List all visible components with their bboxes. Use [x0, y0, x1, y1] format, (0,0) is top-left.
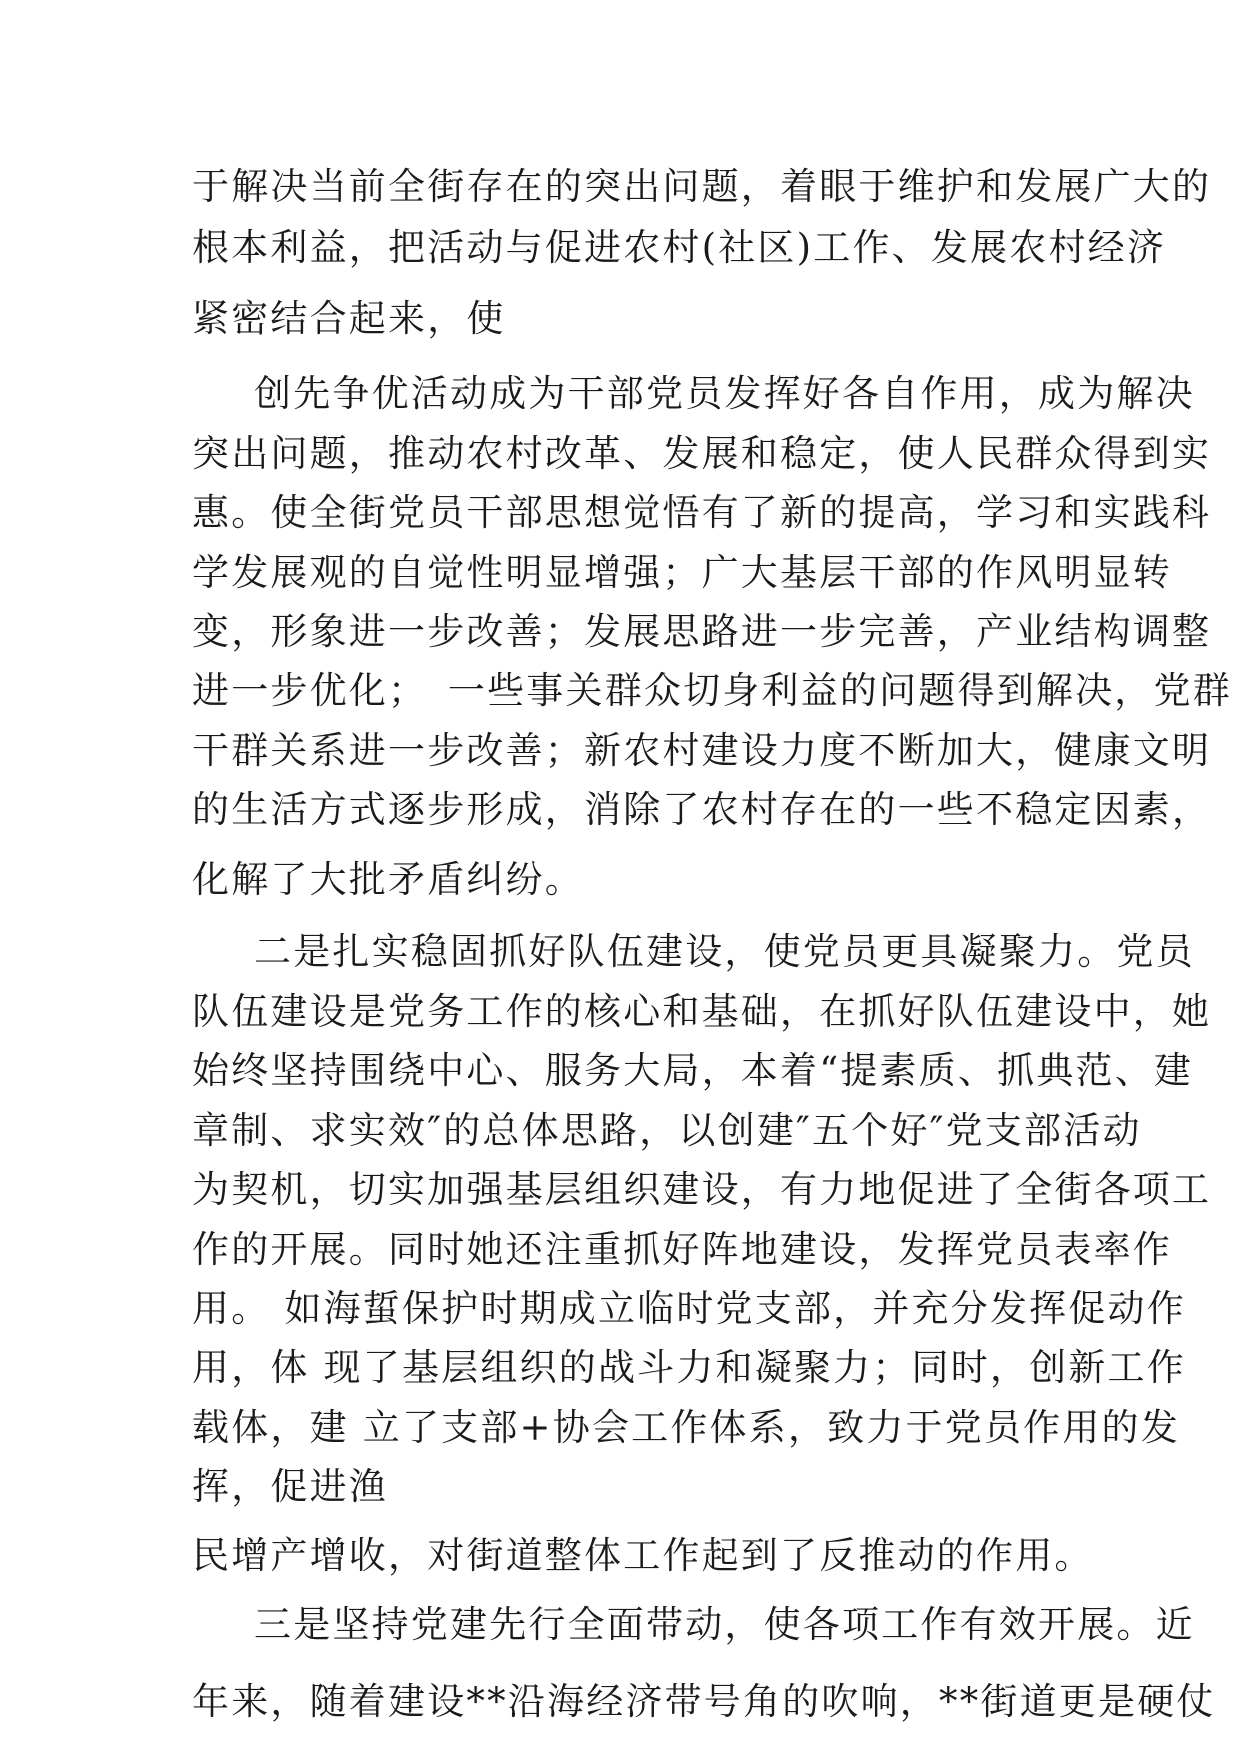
text-line: 队伍建设是党务工作的核心和基础，在抓好队伍建设中，她	[192, 990, 1212, 1033]
text-line: 载体，建 立了支部+协会工作体系，致力于党员作用的发	[192, 1406, 1180, 1449]
text-line: 民增产增收，对街道整体工作起到了反推动的作用。	[192, 1534, 1094, 1577]
text-line: 始终坚持围绕中心、服务大局，本着“提素质、抓典范、建	[192, 1049, 1194, 1092]
text-line: 进一步优化； 一些事关群众切身利益的问题得到解决，党群	[192, 669, 1232, 712]
text-line: 用，体 现了基层组织的战斗力和凝聚力；同时，创新工作	[192, 1346, 1186, 1389]
text-line: 化解了大批矛盾纠纷。	[192, 858, 584, 901]
text-line: 根本利益，把活动与促进农村(社区)工作、发展农村经济	[192, 226, 1167, 269]
text-line: 的生活方式逐步形成，消除了农村存在的一些不稳定因素，	[192, 788, 1212, 831]
text-line: 学发展观的自觉性明显增强；广大基层干部的作风明显转	[192, 551, 1172, 594]
paragraph-first-line: 三是坚持党建先行全面带动，使各项工作有效开展。近	[254, 1603, 1195, 1646]
text-line: 突出问题，推动农村改革、发展和稳定，使人民群众得到实	[192, 432, 1212, 475]
text-line: 为契机，切实加强基层组织建设，有力地促进了全街各项工	[192, 1168, 1212, 1211]
paragraph-first-line: 二是扎实稳固抓好队伍建设，使党员更具凝聚力。党员	[254, 930, 1195, 973]
text-line: 于解决当前全街存在的突出问题，着眼于维护和发展广大的	[192, 165, 1212, 208]
text-line: 惠。使全街党员干部思想觉悟有了新的提高，学习和实践科	[192, 491, 1212, 534]
text-line: 章制、求实效″的总体思路，以创建″五个好″党支部活动	[192, 1109, 1142, 1152]
text-line: 用。 如海蜇保护时期成立临时党支部，并充分发挥促动作	[192, 1287, 1186, 1330]
text-line: 紧密结合起来，使	[192, 297, 506, 340]
paragraph-first-line: 创先争优活动成为干部党员发挥好各自作用，成为解决	[254, 372, 1195, 415]
text-line: 年来，随着建设**沿海经济带号角的吹响，**街道更是硬仗	[192, 1680, 1216, 1723]
text-line: 变，形象进一步改善；发展思路进一步完善，产业结构调整	[192, 610, 1212, 653]
text-line: 挥，促进渔	[192, 1465, 388, 1508]
text-line: 干群关系进一步改善；新农村建设力度不断加大，健康文明	[192, 729, 1212, 772]
text-line: 作的开展。同时她还注重抓好阵地建设，发挥党员表率作	[192, 1228, 1172, 1271]
